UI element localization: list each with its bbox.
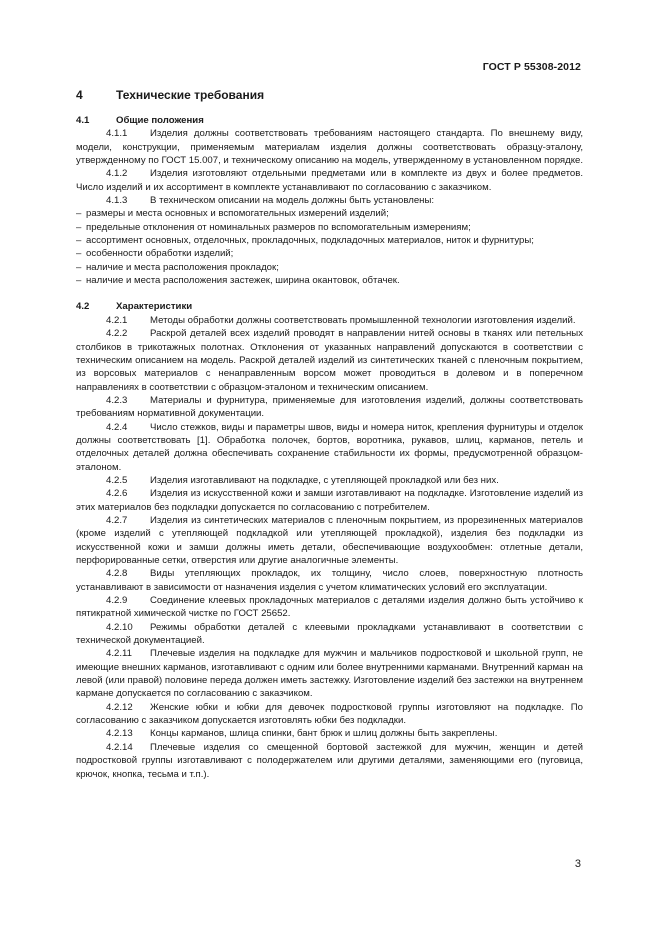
clause-paragraph (76, 567, 583, 594)
clause-text: Женские юбки и юбки для девочек подростковой группы изготовляют на подкладке. По согласованию с заказчиком допускается изготовлять юбки без подкладки. (76, 701, 583, 727)
clause-number: 4.2.5 (106, 474, 128, 486)
list-item-text: особенности обработки изделий; (86, 248, 234, 260)
clause-paragraph (76, 394, 583, 421)
list-item (76, 247, 583, 260)
dash-marker: – (76, 275, 82, 287)
clause-paragraph (76, 727, 583, 740)
clause-number: 4.2.8 (106, 568, 128, 580)
clause-paragraph (76, 741, 583, 781)
clause-number: 4.1.2 (106, 168, 128, 180)
clause-paragraph (76, 474, 583, 487)
clause-paragraph (76, 701, 583, 728)
clause-paragraph (76, 167, 583, 194)
list-item-text: ассортимент основных, отделочных, прокладочных, подкладочных материалов, ниток и фурнитуры; (86, 235, 534, 247)
list-item-text: наличие и места расположения прокладок; (86, 261, 279, 273)
subsection-title: Характеристики (116, 301, 193, 313)
clause-number: 4.2.3 (106, 394, 128, 406)
dash-marker: – (76, 221, 82, 233)
clause-text: Виды утепляющих прокладок, их толщину, число слоев, поверхностную плотность устанавливают в зависимости от назначения изделия с учетом климатических условий его эксплуатации. (76, 568, 583, 593)
subsection-number: 4.1 (76, 115, 90, 126)
clause-text: Изделия из искусственной кожи и замши изготавливают на подкладке. Изготовление изделий из этих материалов без подкладки допускается по согласованию с потребителем. (76, 488, 583, 513)
list-item (76, 261, 583, 274)
list-item (76, 221, 583, 234)
clause-text: В техническом описании на модель должны быть установлены: (150, 195, 435, 207)
section-heading (76, 89, 583, 105)
clause-text: Изделия изготовляют отдельными предметами или в комплекте из двух и более предметов. Число изделий и их ассортимент в комплекте устанавливают по согласованию с заказчиком. (76, 168, 583, 193)
list-item-text: размеры и места основных и вспомогательных измерений изделий; (86, 208, 389, 220)
clause-number: 4.2.7 (106, 514, 128, 526)
clause-paragraph (76, 487, 583, 514)
clause-text: Соединение клеевых прокладочных материалов с деталями изделия должно быть устойчиво к пятикратной химической чистке по ГОСТ 25652. (76, 595, 583, 620)
clause-paragraph (76, 194, 583, 207)
clause-text: Плечевые изделия со смещенной бортовой застежкой для мужчин, женщин и детей подростковой группы изготавливают с полодержателем или другими деталями, заменяющими его (пуговица, крючок, кнопка, тесьма и т.п.). (76, 741, 583, 780)
section-number: 4 (76, 88, 83, 102)
clause-text: Изделия изготавливают на подкладке, с утепляющей прокладкой или без них. (150, 474, 499, 486)
subsection-title: Общие положения (116, 115, 204, 126)
list-item (76, 234, 583, 247)
clause-number: 4.2.12 (106, 701, 133, 713)
list-item-text: предельные отклонения от номинальных размеров по вспомогательным измерениям; (86, 221, 471, 233)
dash-marker: – (76, 261, 82, 273)
clause-number: 4.2.4 (106, 421, 128, 433)
subsection-heading-4-1 (76, 114, 583, 127)
clause-paragraph (76, 621, 583, 648)
clause-text: Плечевые изделия на подкладке для мужчин и мальчиков подростковой и школьной групп, не имеющие внешних карманов, изготавливают с одним или более внутренними карманами. Внутренний карман на левой (или правой) половине переда должен иметь застежку. Изготовление изделий без застежки на внутреннем кармане допускается по согласованию с заказчиком. (76, 648, 583, 700)
clause-paragraph (76, 514, 583, 567)
list-item-text: наличие и места расположения застежек, ширина окантовок, обтачек. (86, 275, 400, 287)
clause-paragraph (76, 327, 583, 394)
document-body (76, 89, 583, 781)
clause-text: Изделия из синтетических материалов с пленочным покрытием, из прорезиненных материалов (кроме изделий с утепляющей подкладкой или утепляющей прокладкой), изделия без подкладки из искусственной кожи и замши должны иметь детали, обеспечивающие воздухообмен: отлетные детали, перфорированные сетки, отверстия или другие аналогичные элементы. (76, 514, 583, 566)
clause-number: 4.2.2 (106, 328, 128, 340)
dash-marker: – (76, 248, 82, 260)
clause-text: Материалы и фурнитура, применяемые для изготовления изделий, должны соответствовать требованиям нормативной документации. (76, 394, 583, 420)
clause-number: 4.2.14 (106, 741, 133, 753)
clause-text: Концы карманов, шлица спинки, бант брюк и шлиц должны быть закреплены. (150, 728, 498, 740)
dash-marker: – (76, 235, 82, 247)
clause-number: 4.2.6 (106, 488, 128, 500)
clause-paragraph (76, 647, 583, 700)
clause-paragraph (76, 314, 583, 327)
dash-marker: – (76, 208, 82, 220)
clause-number: 4.1.1 (106, 128, 128, 140)
subsection-heading-4-2 (76, 300, 583, 313)
list-item (76, 274, 583, 287)
clause-paragraph (76, 594, 583, 621)
clause-number: 4.2.9 (106, 595, 128, 607)
list-item (76, 207, 583, 220)
clause-number: 4.2.1 (106, 314, 128, 326)
subsection-number: 4.2 (76, 301, 90, 313)
document-header-id: ГОСТ Р 55308-2012 (482, 61, 581, 73)
clause-number: 4.2.11 (106, 648, 132, 660)
clause-text: Режимы обработки деталей с клеевыми прокладками устанавливают в соответствии с технической документацией. (76, 621, 583, 647)
clause-text: Изделия должны соответствовать требованиям настоящего стандарта. По внешнему виду, модели, конструкции, применяемым материалам изделия должны соответствовать образцу-эталону, утвержденному по ГОСТ 15.007, и техническому описанию на модель, утвержденному в установленном порядке. (76, 128, 584, 167)
clause-number: 4.2.10 (106, 621, 133, 633)
clause-text: Число стежков, виды и параметры швов, виды и номера ниток, крепления фурнитуры и отделок должны соответствовать [1]. Обработка полочек, бортов, воротника, рукавов, шлиц, карманов, петель и отделочных деталей должна обеспечивать сохранение стабильности их формы, предусмотренной образцом-эталоном. (76, 421, 583, 473)
page-number: 3 (574, 858, 581, 870)
clause-text: Раскрой деталей всех изделий проводят в направлении нитей основы в тканях или петельных столбиков в трикотажных полотнах. Отклонения от указанных направлений допускаются в соответствии с техническим описанием на модель. Раскрой деталей изделий из синтетических тканей с пленочным покрытием, из ворсовых материалов с ненаправленным ворсом может проводиться в долевом и в поперечном направлениях в соответствии с образцом-эталоном и техническим описанием. (76, 328, 583, 393)
clause-number: 4.1.3 (106, 195, 128, 207)
clause-paragraph (76, 127, 583, 167)
clause-number: 4.2.13 (106, 728, 133, 740)
section-title: Технические требования (116, 88, 265, 102)
clause-text: Методы обработки должны соответствовать промышленной технологии изготовления изделий. (150, 314, 576, 326)
clause-paragraph (76, 421, 583, 474)
